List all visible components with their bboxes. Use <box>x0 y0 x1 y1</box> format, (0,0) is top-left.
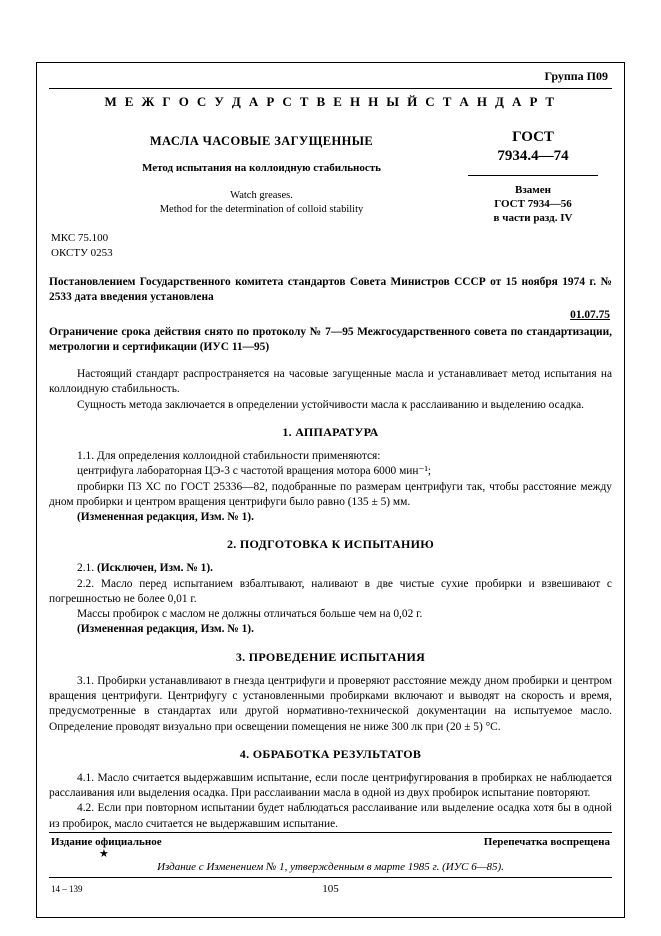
replaces-label: Взамен <box>515 183 551 196</box>
footer-bottom-row <box>49 878 612 895</box>
section-1-heading: 1. АППАРАТУРА <box>282 424 379 439</box>
star-icon: ★ <box>99 848 109 861</box>
paragraph-1-1-item-1: центрифуга лабораторная ЦЭ-3 с частотой вращения мотора 6000 мин⁻¹; <box>77 465 432 478</box>
effective-date: 01.07.75 <box>570 308 610 321</box>
intro-paragraph-1: Настоящий стандарт распространяется на часовые загущенные масла и устанавливает метод испытания на коллоидную стабильность. <box>49 368 612 396</box>
intro-paragraph-2: Сущность метода заключается в определении устойчивости масла к расслаиванию и выделению осадка. <box>77 398 584 411</box>
paragraph-1-1-item-2: пробирки П3 ХС по ГОСТ 25336—82, подобранные по размерам центрифуги так, чтобы расстояние между дном пробирки и центром вращения центрифуги было равно (135 ± 5) мм. <box>49 480 612 508</box>
standard-subtitle-ru: Метод испытания на коллоидную стабильность <box>142 162 381 174</box>
amendment-note-2: (Измененная редакция, Изм. № 1). <box>77 623 254 636</box>
section-2-heading: 2. ПОДГОТОВКА К ИСПЫТАНИЮ <box>226 537 435 552</box>
page-footer <box>49 832 612 918</box>
official-edition-label: Издание официальное <box>51 836 162 849</box>
designation-label: ГОСТ <box>512 129 554 145</box>
limitation-paragraph: Ограничение срока действия снято по протоколу № 7—95 Межгосударственного совета по стандартизации, метрологии и сертификации (ИУС 11—95) <box>49 325 612 353</box>
title-en-line1: Watch greases. <box>230 190 293 201</box>
interstate-standard-banner: М Е Ж Г О С У Д А Р С Т В Е Н Н Ы Й С Т А Н Д А Р Т <box>104 94 557 109</box>
footer-row <box>49 833 612 848</box>
paragraph-3-1: 3.1. Пробирки устанавливают в гнезда центрифуги и проверяют расстояние между дном пробирки и центром вращения центрифуги. Центрифугу с установленными пробирками включают и выводят на скорость и время, предусмотренные в стандартах или другой нормативно-технической документации на испытуемое масло. Определение проводят визуально при освещении помещения не ниже 300 лк при (20 ± 5) °С. <box>49 674 612 733</box>
designation-number: 7934.4—74 <box>497 147 569 164</box>
replaces-part: в части разд. IV <box>493 212 573 225</box>
reprint-prohibited-label: Перепечатка воспрещена <box>483 836 610 849</box>
decree-paragraph: Постановлением Государственного комитета стандартов Совета Министров СССР от 15 ноября 1974 г. № 2533 дата введения установлена <box>49 275 612 304</box>
section-3-heading: 3. ПРОВЕДЕНИЕ ИСПЫТАНИЯ <box>235 649 426 664</box>
replaces-number: ГОСТ 7934—56 <box>494 197 572 210</box>
designation-divider <box>468 175 598 176</box>
paragraph-2-1-number: 2.1. <box>77 562 97 575</box>
section-4-heading: 4. ОБРАБОТКА РЕЗУЛЬТАТОВ <box>239 746 422 761</box>
mks-code: МКС 75.100 <box>51 232 109 245</box>
paragraph-2-1-note: (Исключен, Изм. № 1). <box>96 562 213 575</box>
classification-codes <box>51 231 612 260</box>
standard-title-en <box>79 189 444 216</box>
print-order-code: 14 – 139 <box>51 884 83 895</box>
paragraph-2-2-cont: Массы пробирок с маслом не должны отличаться больше чем на 0,02 г. <box>77 608 423 621</box>
paragraph-2-1 <box>49 561 612 576</box>
page-number: 105 <box>322 883 339 896</box>
paragraph-4-1: 4.1. Масло считается выдержавшим испытание, если после центрифугирования в пробирках не наблюдается расслаивания или выделения осадка. При расслаивании масла в одной из двух пробирок испытание повторяют. <box>49 771 612 800</box>
okstu-code: ОКСТУ 0253 <box>51 246 113 259</box>
paragraph-2-2: 2.2. Масло перед испытанием взбалтывают, наливают в две чистые сухие пробирки и взвешивают с погрешностью не более 0,01 г. <box>49 577 612 605</box>
amendment-note-1: (Измененная редакция, Изм. № 1). <box>77 511 254 524</box>
designation-block <box>454 126 612 225</box>
edition-note: Издание с Изменением № 1, утвержденным в марте 1985 г. (ИУС 6—85). <box>157 861 504 874</box>
page-frame <box>36 62 625 918</box>
group-label: Группа П09 <box>544 69 608 83</box>
title-en-line2: Method for the determination of colloid stability <box>159 203 364 215</box>
title-left-column <box>49 126 454 225</box>
paragraph-1-1: 1.1. Для определения коллоидной стабильности применяются: <box>77 449 381 462</box>
paragraph-4-2: 4.2. Если при повторном испытании будет наблюдаться расслаивание или выделение осадка хотя бы в одной из пробирок, масло считается не выдержавшим испытание. <box>49 802 612 830</box>
standard-title-ru: МАСЛА ЧАСОВЫЕ ЗАГУЩЕННЫЕ <box>149 134 374 148</box>
title-block <box>49 126 612 225</box>
